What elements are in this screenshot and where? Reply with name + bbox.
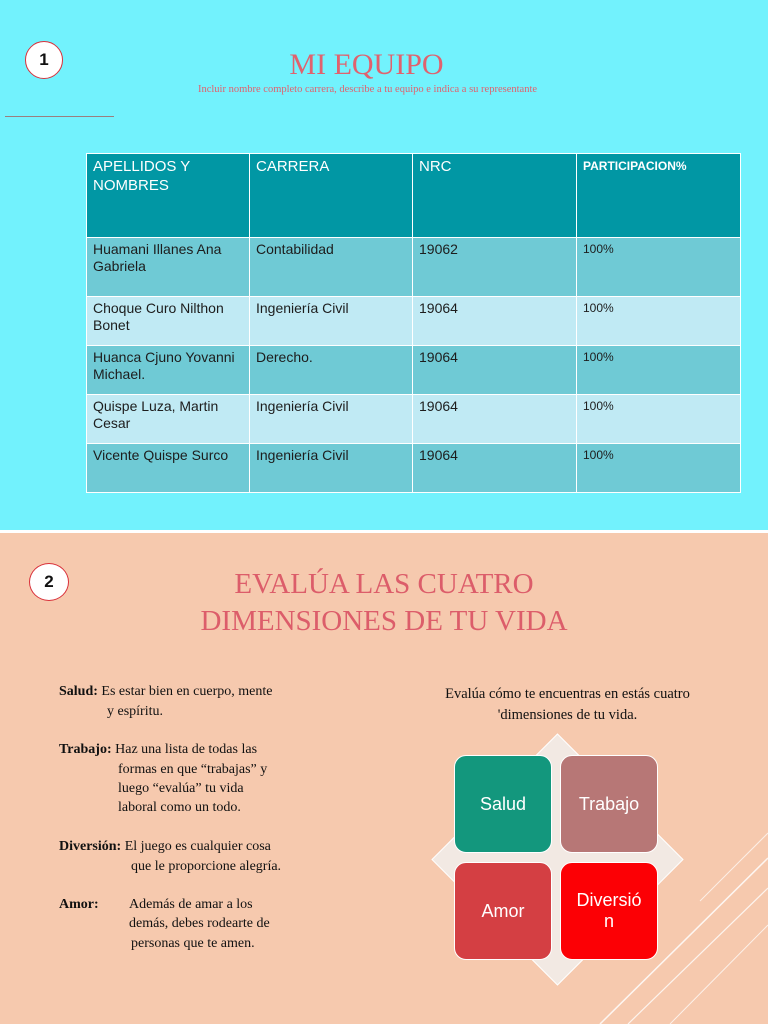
header-apellidos: APELLIDOS Y NOMBRES bbox=[87, 154, 250, 238]
cell-carrera: Ingeniería Civil bbox=[250, 444, 413, 493]
term-label: Salud: bbox=[59, 684, 98, 699]
cell-nrc: 19064 bbox=[413, 395, 577, 444]
definition-text: luego “evalúa” tu vida bbox=[118, 781, 244, 796]
header-participacion: PARTICIPACION% bbox=[577, 154, 741, 238]
table-row bbox=[87, 238, 741, 297]
cell-carrera: Derecho. bbox=[250, 346, 413, 395]
tile-label: n bbox=[603, 911, 614, 931]
definition-text: y espíritu. bbox=[107, 704, 163, 719]
tile-salud: Salud bbox=[454, 755, 552, 853]
team-table bbox=[86, 153, 741, 493]
slide-number-badge: 2 bbox=[29, 563, 69, 601]
definition-text: El juego es cualquier cosa bbox=[124, 839, 271, 854]
slide-subtitle: Incluir nombre completo carrera, describe a tu equipo e indica a su representante bbox=[197, 84, 538, 95]
cell-participacion: 100% bbox=[577, 238, 741, 297]
table-row bbox=[87, 444, 741, 493]
definition-text: formas en que “trabajas” y bbox=[118, 762, 268, 777]
definition-text: que le proporcione alegría. bbox=[131, 859, 282, 874]
dimensions-matrix bbox=[430, 732, 685, 987]
definition-text: laboral como un todo. bbox=[118, 800, 241, 815]
title-line: DIMENSIONES DE TU VIDA bbox=[200, 605, 568, 637]
intro-line: Evalúa cómo te encuentras en estás cuatro bbox=[445, 686, 690, 702]
cell-carrera: Contabilidad bbox=[250, 238, 413, 297]
cell-nrc: 19064 bbox=[413, 346, 577, 395]
cell-name: Huanca Cjuno Yovanni Michael. bbox=[87, 346, 250, 395]
tile-trabajo: Trabajo bbox=[560, 755, 658, 853]
intro-line: 'dimensiones de tu vida. bbox=[497, 707, 638, 723]
cell-participacion: 100% bbox=[577, 297, 741, 346]
cell-carrera: Ingeniería Civil bbox=[250, 395, 413, 444]
table-row bbox=[87, 297, 741, 346]
title-line: EVALÚA LAS CUATRO bbox=[234, 568, 534, 600]
cell-name: Vicente Quispe Surco bbox=[87, 444, 250, 493]
cell-participacion: 100% bbox=[577, 444, 741, 493]
table-header-row bbox=[87, 154, 741, 238]
tile-label: Diversió bbox=[576, 890, 642, 910]
slide-number-badge: 1 bbox=[25, 41, 63, 79]
slide-title bbox=[0, 566, 768, 640]
header-carrera: CARRERA bbox=[250, 154, 413, 238]
definition-trabajo bbox=[59, 742, 257, 758]
definition-salud bbox=[59, 684, 272, 700]
definition-text: demás, debes rodearte de bbox=[129, 916, 270, 931]
definition-text: Es estar bien en cuerpo, mente bbox=[101, 684, 273, 699]
matrix-intro bbox=[405, 684, 730, 726]
term-label: Diversión: bbox=[59, 839, 122, 854]
definition-text: Haz una lista de todas las bbox=[115, 742, 258, 757]
cell-name: Quispe Luza, Martin Cesar bbox=[87, 395, 250, 444]
table-row bbox=[87, 395, 741, 444]
divider-line bbox=[5, 116, 114, 117]
cell-participacion: 100% bbox=[577, 395, 741, 444]
cell-participacion: 100% bbox=[577, 346, 741, 395]
slide-title: MI EQUIPO bbox=[289, 48, 444, 81]
table-row bbox=[87, 346, 741, 395]
tile-diversion bbox=[560, 862, 658, 960]
definition-diversion bbox=[59, 839, 271, 855]
cell-nrc: 19062 bbox=[413, 238, 577, 297]
cell-nrc: 19064 bbox=[413, 444, 577, 493]
cell-name: Huamani Illanes Ana Gabriela bbox=[87, 238, 250, 297]
cell-name: Choque Curo Nilthon Bonet bbox=[87, 297, 250, 346]
definition-text: Además de amar a los bbox=[129, 897, 253, 912]
cell-nrc: 19064 bbox=[413, 297, 577, 346]
cell-carrera: Ingeniería Civil bbox=[250, 297, 413, 346]
term-label: Trabajo: bbox=[59, 742, 112, 757]
definition-text: personas que te amen. bbox=[131, 936, 255, 951]
term-label: Amor: bbox=[59, 897, 99, 912]
tile-amor: Amor bbox=[454, 862, 552, 960]
header-nrc: NRC bbox=[413, 154, 577, 238]
